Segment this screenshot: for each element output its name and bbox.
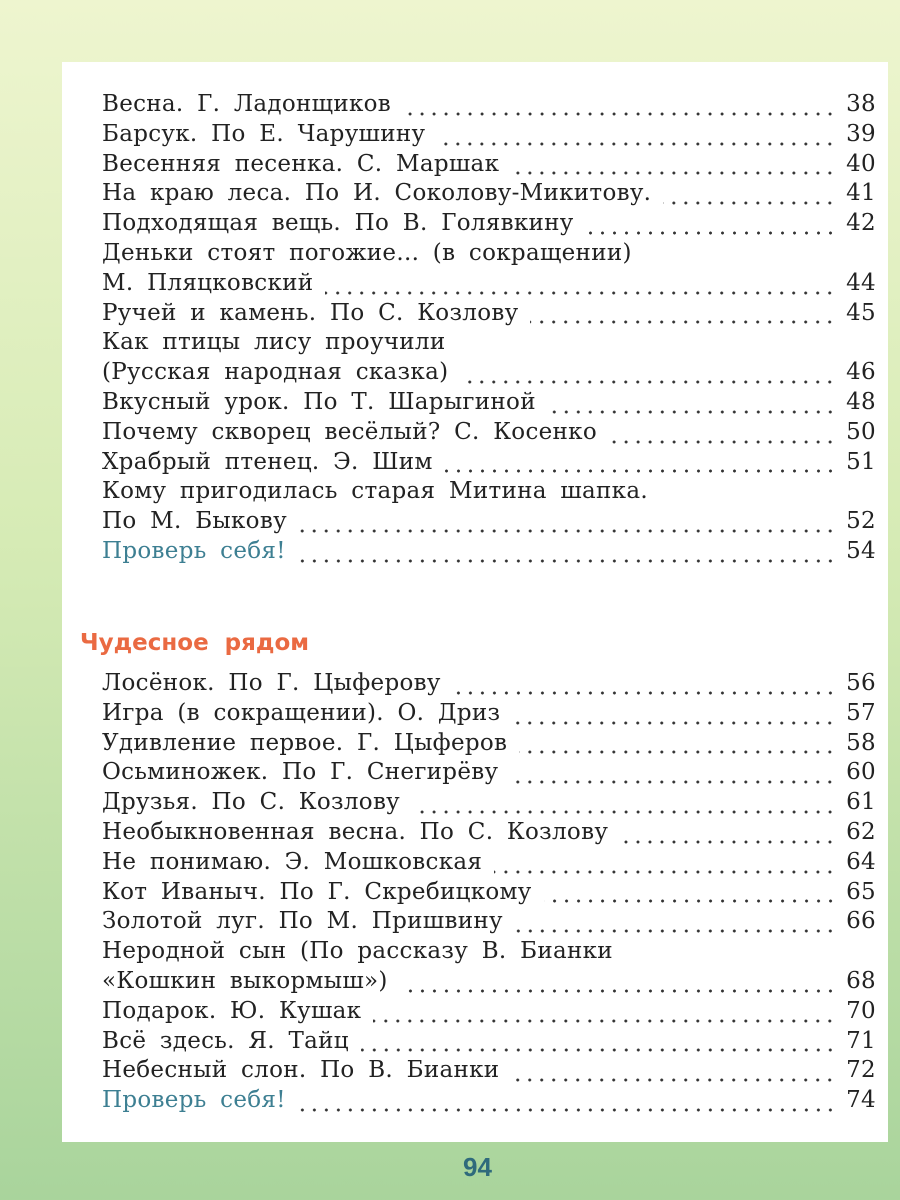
entry-page: 54 xyxy=(846,537,876,564)
entry-title: Золотой луг. По М. Пришвину xyxy=(102,908,503,935)
entry-page: 58 xyxy=(846,729,876,756)
entry-page: 45 xyxy=(846,299,876,326)
entry-page: 74 xyxy=(846,1087,876,1114)
dot-leader xyxy=(298,558,836,564)
section-heading: Чудесное рядом xyxy=(80,630,310,656)
entry-title: Храбрый птенец. Э. Шим xyxy=(102,448,433,475)
dot-leader xyxy=(453,690,836,696)
toc-entry-line xyxy=(102,878,876,908)
dot-leader xyxy=(403,111,836,117)
entry-page: 48 xyxy=(846,388,876,415)
toc-entry-line xyxy=(102,150,876,180)
toc-entry-line xyxy=(102,448,876,478)
entry-title: Всё здесь. Я. Тайц xyxy=(102,1027,349,1054)
entry-page: 64 xyxy=(846,848,876,875)
dot-leader xyxy=(299,528,836,534)
dot-leader xyxy=(445,468,836,474)
dot-leader xyxy=(460,379,836,385)
entry-title: Подарок. Ю. Кушак xyxy=(102,997,362,1024)
toc-entry-line xyxy=(102,120,876,150)
toc-entry-line xyxy=(102,299,876,329)
entry-page: 60 xyxy=(846,759,876,786)
entry-title: Игра (в сокращении). О. Дриз xyxy=(102,699,501,726)
dot-leader xyxy=(530,319,836,325)
entry-title: Не понимаю. Э. Мошковская xyxy=(102,848,483,875)
dot-leader xyxy=(412,809,836,815)
toc-entry-line xyxy=(102,997,876,1027)
entry-title: Осьминожек. По Г. Снегирёву xyxy=(102,759,499,786)
entry-title: Кому пригодилась старая Митина шапка. xyxy=(102,478,648,505)
entry-page: 51 xyxy=(846,448,876,475)
entry-title: Вкусный урок. По Т. Шарыгиной xyxy=(102,388,536,415)
entry-page: 68 xyxy=(846,967,876,994)
toc-entry-line xyxy=(102,388,876,418)
toc-entry-line xyxy=(102,477,876,507)
entry-page: 66 xyxy=(846,908,876,935)
entry-page: 72 xyxy=(846,1057,876,1084)
toc-entry-line xyxy=(102,269,876,299)
toc-entry-line xyxy=(102,358,876,388)
toc-entry-line xyxy=(102,758,876,788)
dot-leader xyxy=(548,409,836,415)
entry-page: 39 xyxy=(846,120,876,147)
dot-leader xyxy=(511,1077,836,1083)
dot-leader xyxy=(544,898,837,904)
entry-title: Друзья. По С. Козлову xyxy=(102,789,401,816)
toc-entry-line xyxy=(102,1086,876,1116)
toc-entry-line xyxy=(102,328,876,358)
entry-page: 42 xyxy=(846,210,876,237)
entry-title: Деньки стоят погожие... (в сокращении) xyxy=(102,239,632,266)
dot-leader xyxy=(609,439,836,445)
dot-leader xyxy=(510,779,836,785)
toc-entry-line xyxy=(102,729,876,759)
dot-leader xyxy=(494,869,836,875)
entry-page: 62 xyxy=(846,818,876,845)
entry-page: 46 xyxy=(846,359,876,386)
toc-entry-line xyxy=(102,537,876,567)
dot-leader xyxy=(400,988,836,994)
dot-leader xyxy=(373,1018,836,1024)
entry-title: Ручей и камень. По С. Козлову xyxy=(102,299,519,326)
entry-page: 40 xyxy=(846,150,876,177)
toc-entry-line xyxy=(102,507,876,537)
dot-leader xyxy=(511,170,836,176)
toc-entry-line xyxy=(102,239,876,269)
toc-entry-line xyxy=(102,90,876,120)
entry-title: По М. Быкову xyxy=(102,508,287,535)
toc-entry-line xyxy=(102,937,876,967)
dot-leader xyxy=(586,230,837,236)
entry-title: «Кошкин выкормыш») xyxy=(102,967,388,994)
entry-title: Как птицы лису проучили xyxy=(102,329,446,356)
toc-entry-line xyxy=(102,418,876,448)
dot-leader xyxy=(361,1047,836,1053)
dot-leader xyxy=(325,290,836,296)
entry-title: Кот Иваныч. По Г. Скребицкому xyxy=(102,878,532,905)
dot-leader xyxy=(519,749,836,755)
entry-page: 65 xyxy=(846,878,876,905)
toc-entry-line xyxy=(102,967,876,997)
entry-title: Весна. Г. Ладонщиков xyxy=(102,91,392,117)
entry-page: 52 xyxy=(846,508,876,535)
entry-page: 56 xyxy=(846,670,876,696)
toc-entry-line xyxy=(102,669,876,699)
entry-title: Удивление первое. Г. Цыферов xyxy=(102,729,508,756)
toc-entry-line xyxy=(102,699,876,729)
toc-entry-line xyxy=(102,1027,876,1057)
entry-title: М. Пляцковский xyxy=(102,269,314,296)
entry-title: Проверь себя! xyxy=(102,537,286,564)
toc-entry-line xyxy=(102,179,876,209)
entry-title: Небесный слон. По В. Бианки xyxy=(102,1057,500,1084)
entry-page: 71 xyxy=(846,1027,876,1054)
toc-entry-line xyxy=(102,818,876,848)
entry-title: На краю леса. По И. Соколову-Микитову. xyxy=(102,180,652,207)
entry-page: 38 xyxy=(846,91,876,117)
toc-entry-line xyxy=(102,209,876,239)
page-number: 94 xyxy=(463,1152,492,1182)
dot-leader xyxy=(512,720,836,726)
dot-leader xyxy=(663,200,836,206)
entry-title: Лосёнок. По Г. Цыферову xyxy=(102,670,441,696)
dot-leader xyxy=(298,1107,836,1113)
entry-title: Почему скворец весёлый? С. Косенко xyxy=(102,418,597,445)
entry-page: 41 xyxy=(846,180,876,207)
entry-page: 57 xyxy=(846,699,876,726)
dot-leader xyxy=(515,928,836,934)
toc-entry-line xyxy=(102,907,876,937)
entry-title: Проверь себя! xyxy=(102,1087,286,1114)
entry-title: Неродной сын (По рассказу В. Бианки xyxy=(102,938,613,965)
entry-page: 61 xyxy=(846,789,876,816)
entry-title: Весенняя песенка. С. Маршак xyxy=(102,150,500,177)
toc-entry-line xyxy=(102,848,876,878)
toc-entry-line xyxy=(102,788,876,818)
entry-title: (Русская народная сказка) xyxy=(102,359,449,386)
entry-page: 44 xyxy=(846,269,876,296)
entry-page: 70 xyxy=(846,997,876,1024)
entry-title: Подходящая вещь. По В. Голявкину xyxy=(102,210,574,237)
toc-section-1 xyxy=(102,90,876,567)
toc-section-2 xyxy=(102,669,876,1116)
toc-entry-line xyxy=(102,1056,876,1086)
dot-leader xyxy=(620,839,836,845)
entry-title: Барсук. По Е. Чарушину xyxy=(102,120,426,147)
entry-page: 50 xyxy=(846,418,876,445)
entry-title: Необыкновенная весна. По С. Козлову xyxy=(102,818,609,845)
dot-leader xyxy=(437,141,836,147)
